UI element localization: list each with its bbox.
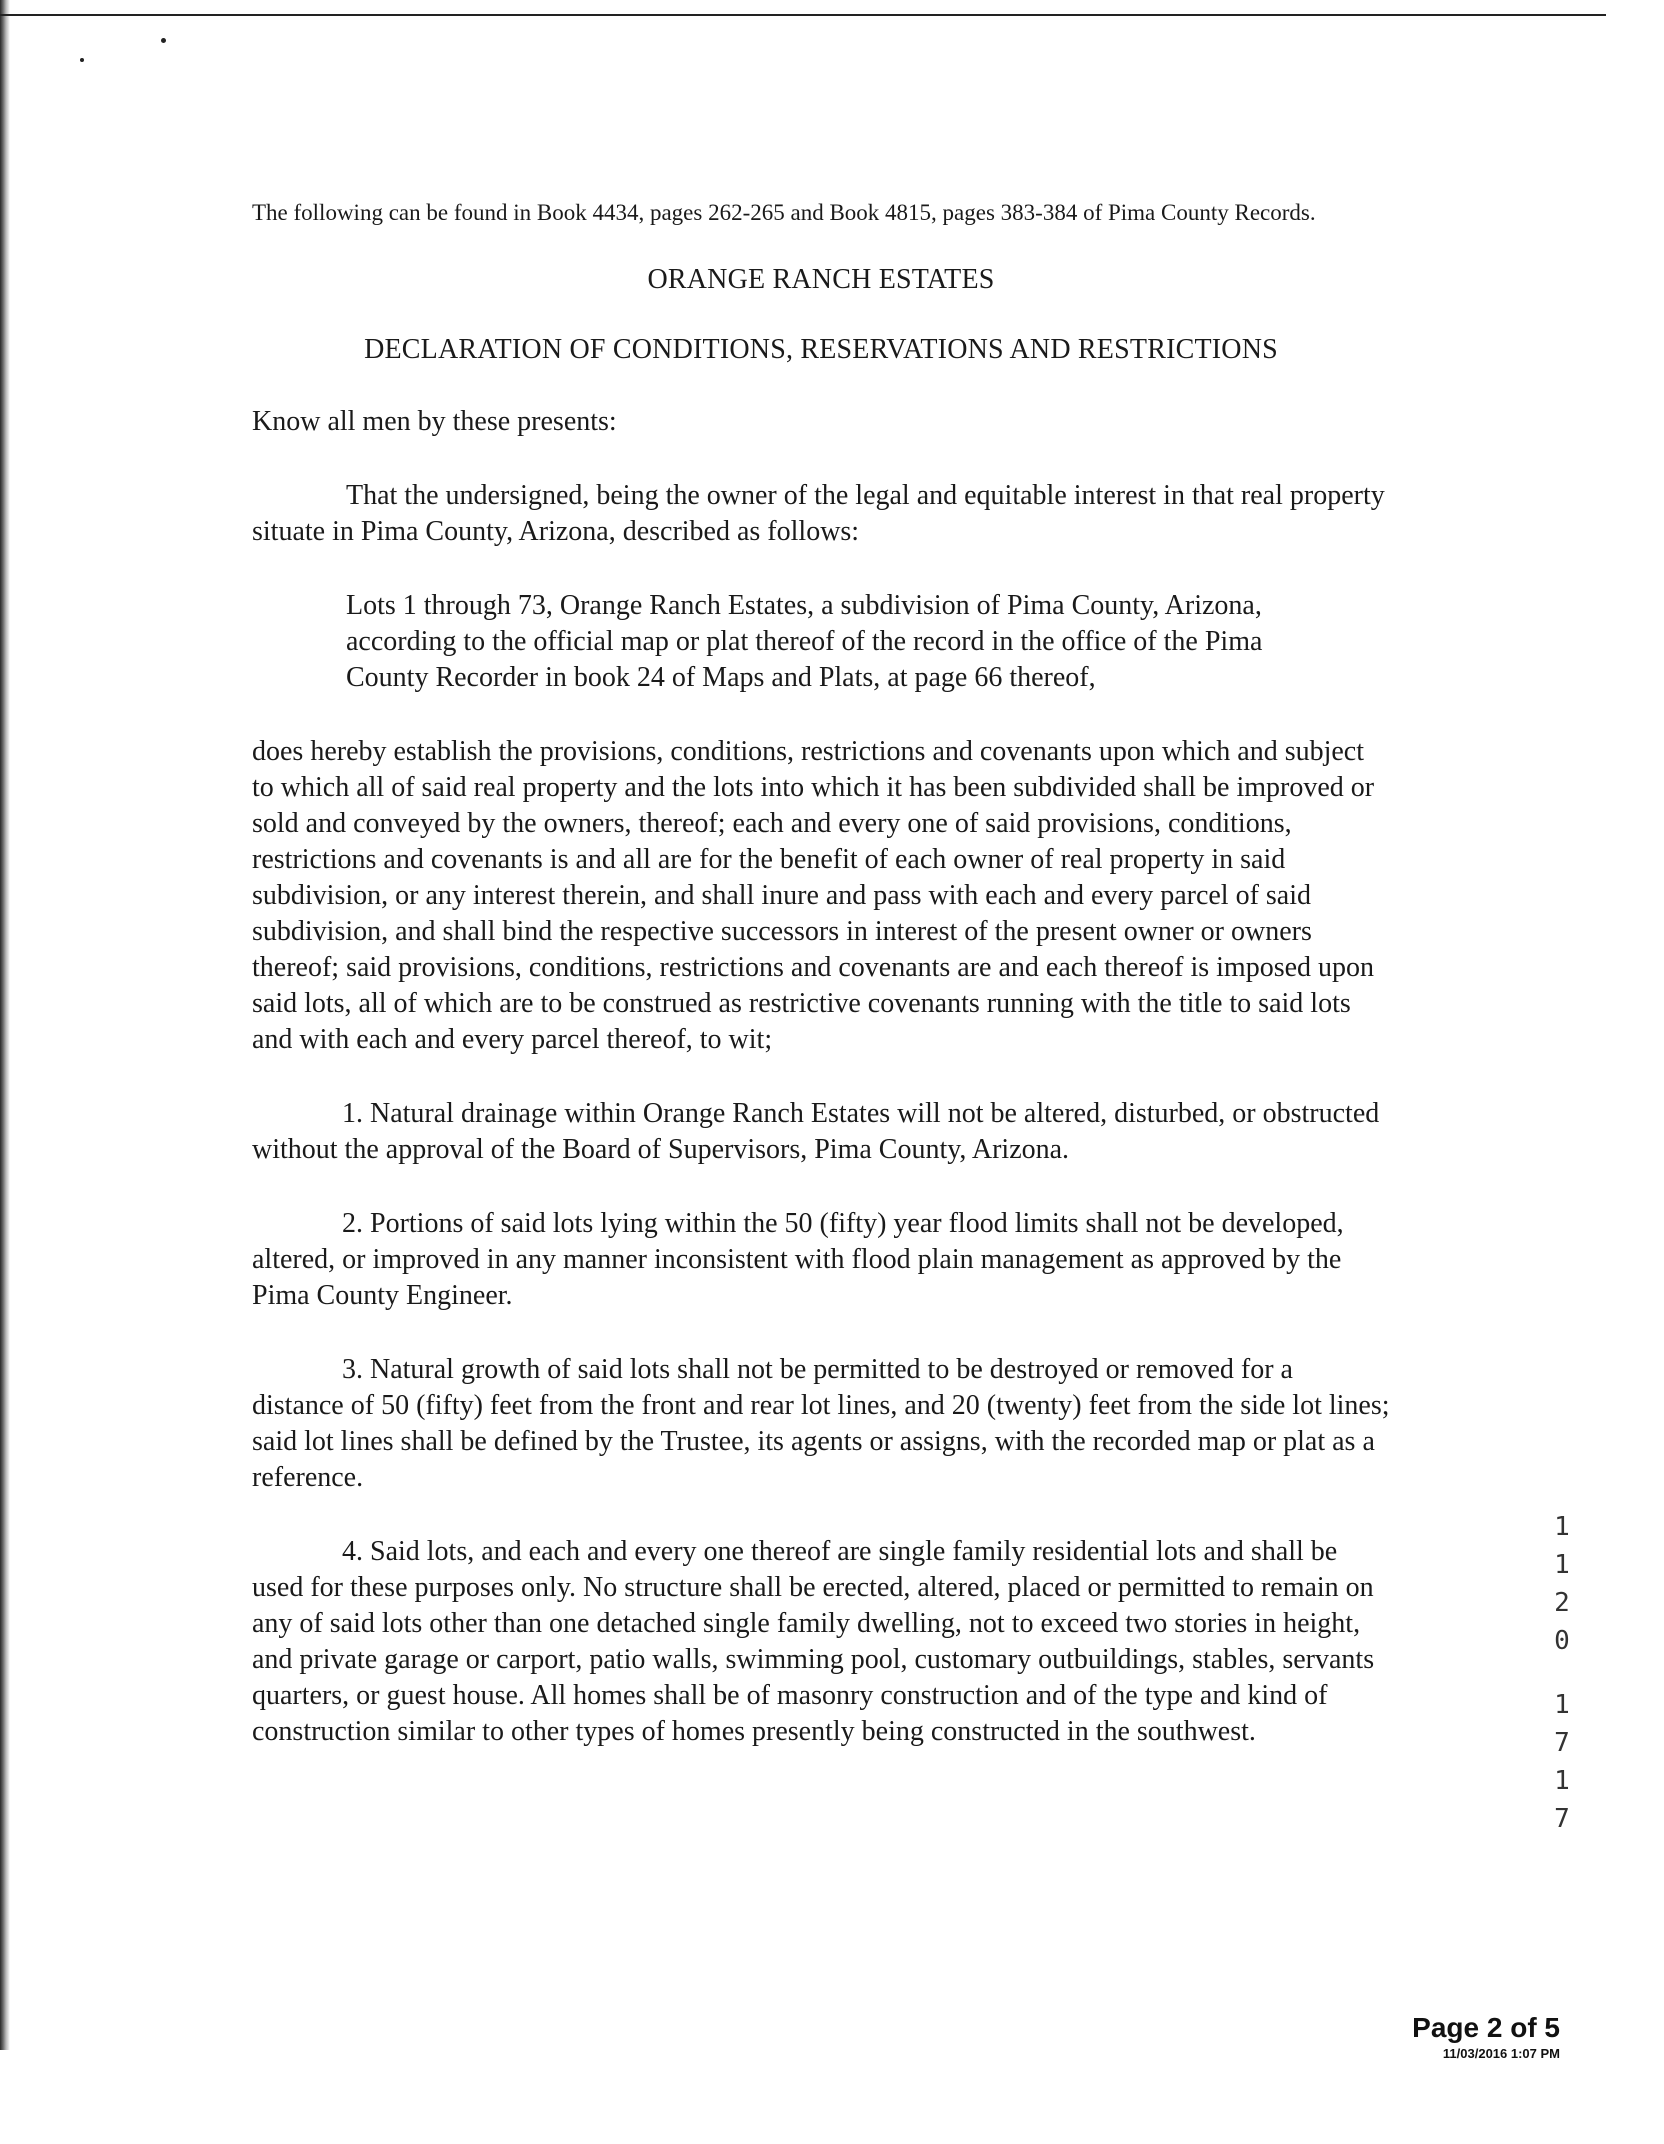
stamp-digit: 7 [1554,1728,1570,1758]
legal-description: Lots 1 through 73, Orange Ranch Estates, a subdivision of Pima County, Arizona, according to the official map or plat thereof of the record in the office of the Pima County Recorder in book 24 of Maps and Plats, at page 66 thereof, [346,590,1263,693]
document-title: ORANGE RANCH ESTATES [647,264,995,295]
restriction-item-4: 4. Said lots, and each and every one thereof are single family residential lots and shall be used for these purposes only. No structure shall be erected, altered, placed or permitted to remain on any of said lots other than one detached single family dwelling, not to exceed two stories in height, and private garage or carport, patio walls, swimming pool, customary outbuildings, stables, servants quarters, or guest house. All homes shall be of masonry construction and of the type and kind of construction similar to other types of homes presently being constructed in the southwest. [252,1536,1375,1747]
scan-speck [161,38,166,43]
page-number: Page 2 of 5 [1412,2012,1560,2043]
stamp-digit: 0 [1554,1626,1570,1656]
document-page [252,196,1390,1750]
top-rule [0,14,1606,16]
intro-paragraph: That the undersigned, being the owner of the legal and equitable interest in that real property situate in Pima County, Arizona, described as follows: [252,480,1385,547]
stamp-digit: 2 [1554,1588,1570,1618]
stamp-digit: 1 [1554,1550,1570,1580]
stamp-digit: 1 [1554,1766,1570,1796]
stamp-digit: 1 [1554,1512,1570,1542]
scan-edge [0,0,10,2050]
scan-speck [80,58,84,62]
restriction-item-3: 3. Natural growth of said lots shall not be permitted to be destroyed or removed for a distance of 50 (fifty) feet from the front and rear lot lines, and 20 (twenty) feet from the side lot lines; said lot lines shall be defined by the Trustee, its agents or assigns, with the recorded map or plat as a reference. [252,1354,1390,1493]
stamp-digit: 7 [1554,1804,1570,1834]
salutation: Know all men by these presents: [252,406,617,437]
stamp-digit: 1 [1554,1690,1570,1720]
document-subtitle: DECLARATION OF CONDITIONS, RESERVATIONS AND RESTRICTIONS [364,334,1278,365]
restriction-item-2: 2. Portions of said lots lying within the 50 (fifty) year flood limits shall not be developed, altered, or improved in any manner inconsistent with flood plain management as approved by the Pima County Engineer. [252,1208,1344,1311]
recording-number-stamp [1548,1508,1576,1838]
page-footer [1412,2012,1560,2061]
print-timestamp: 11/03/2016 1:07 PM [1442,2046,1560,2061]
source-note: The following can be found in Book 4434, pages 262-265 and Book 4815, pages 383-384 of Pima County Records. [252,200,1316,225]
restriction-item-1: 1. Natural drainage within Orange Ranch Estates will not be altered, disturbed, or obstructed without the approval of the Board of Supervisors, Pima County, Arizona. [252,1098,1380,1165]
body-paragraph: does hereby establish the provisions, conditions, restrictions and covenants upon which and subject to which all of said real property and the lots into which it has been subdivided shall be improved or sold and conveyed by the owners, thereof; each and every one of said provisions, conditions, restrictions and covenants is and all are for the benefit of each owner of real property in said subdivision, or any interest therein, and shall inure and pass with each and every parcel of said subdivision, and shall bind the respective successors in interest of the present owner or owners thereof; said provisions, conditions, restrictions and covenants are and each thereof is imposed upon said lots, all of which are to be construed as restrictive covenants running with the title to said lots and with each and every parcel thereof, to wit; [252,736,1375,1055]
